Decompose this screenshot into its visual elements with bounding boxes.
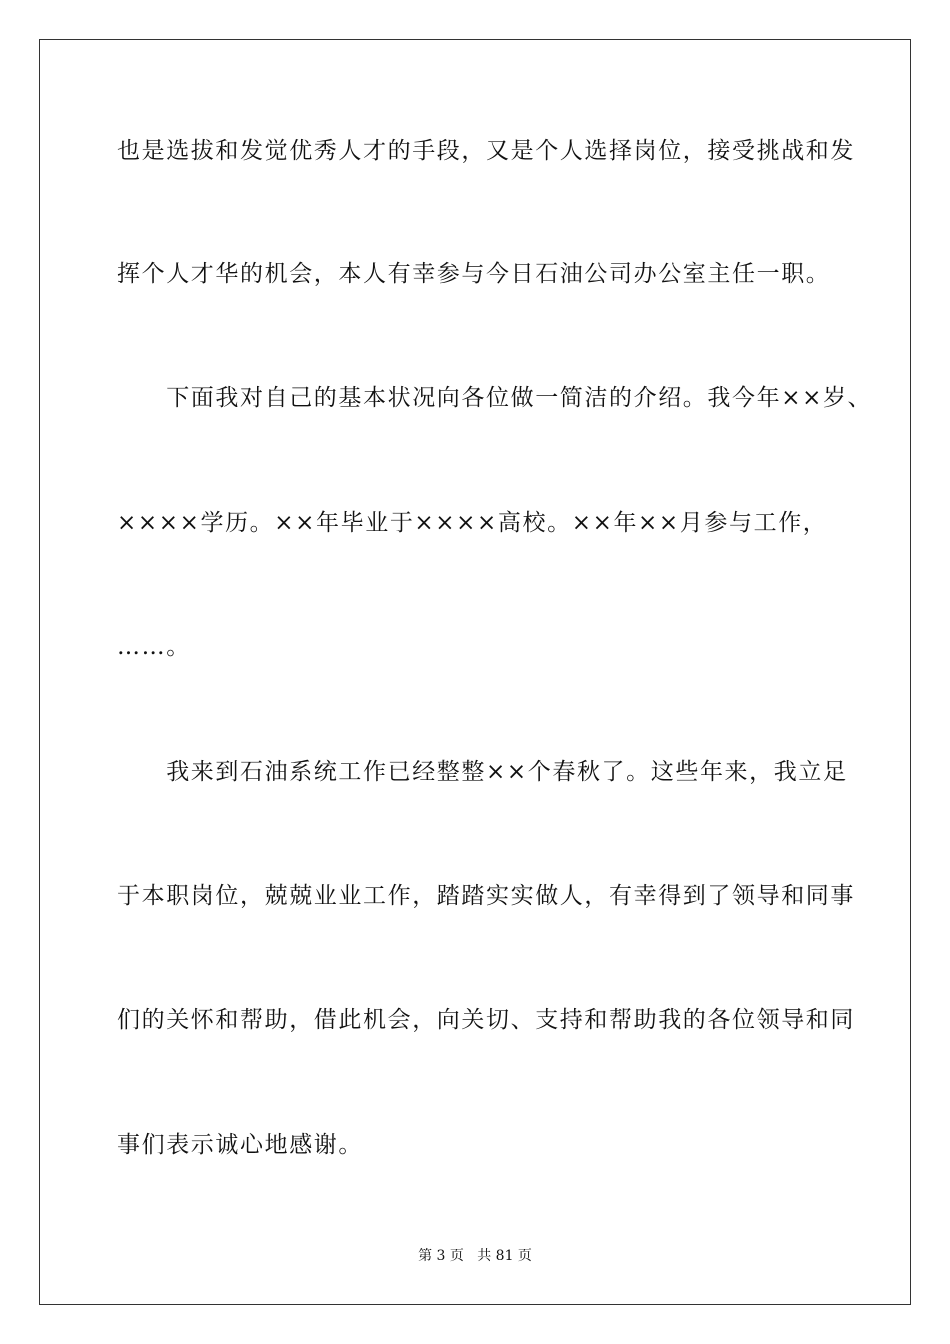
page-border: [39, 39, 911, 1305]
text-line: ……。: [117, 634, 191, 660]
text-line: 我来到石油系统工作已经整整××个春秋了。这些年来，我立足: [117, 759, 848, 785]
page-footer: 第 3 页 共 81 页: [418, 1248, 532, 1264]
text-line: 于本职岗位，兢兢业业工作，踏踏实实做人，有幸得到了领导和同事: [117, 883, 855, 909]
text-line: ××××学历。××年毕业于××××高校。××年××月参与工作，: [117, 510, 828, 536]
text-line: 也是选拔和发觉优秀人才的手段，又是个人选择岗位，接受挑战和发: [117, 138, 855, 164]
text-line: 事们表示诚心地感谢。: [117, 1132, 363, 1158]
text-line: 们的关怀和帮助，借此机会，向关切、支持和帮助我的各位领导和同: [117, 1007, 855, 1033]
text-line: 挥个人才华的机会，本人有幸参与今日石油公司办公室主任一职。: [117, 261, 831, 287]
text-line: 下面我对自己的基本状况向各位做一简洁的介绍。我今年××岁、: [117, 385, 873, 411]
